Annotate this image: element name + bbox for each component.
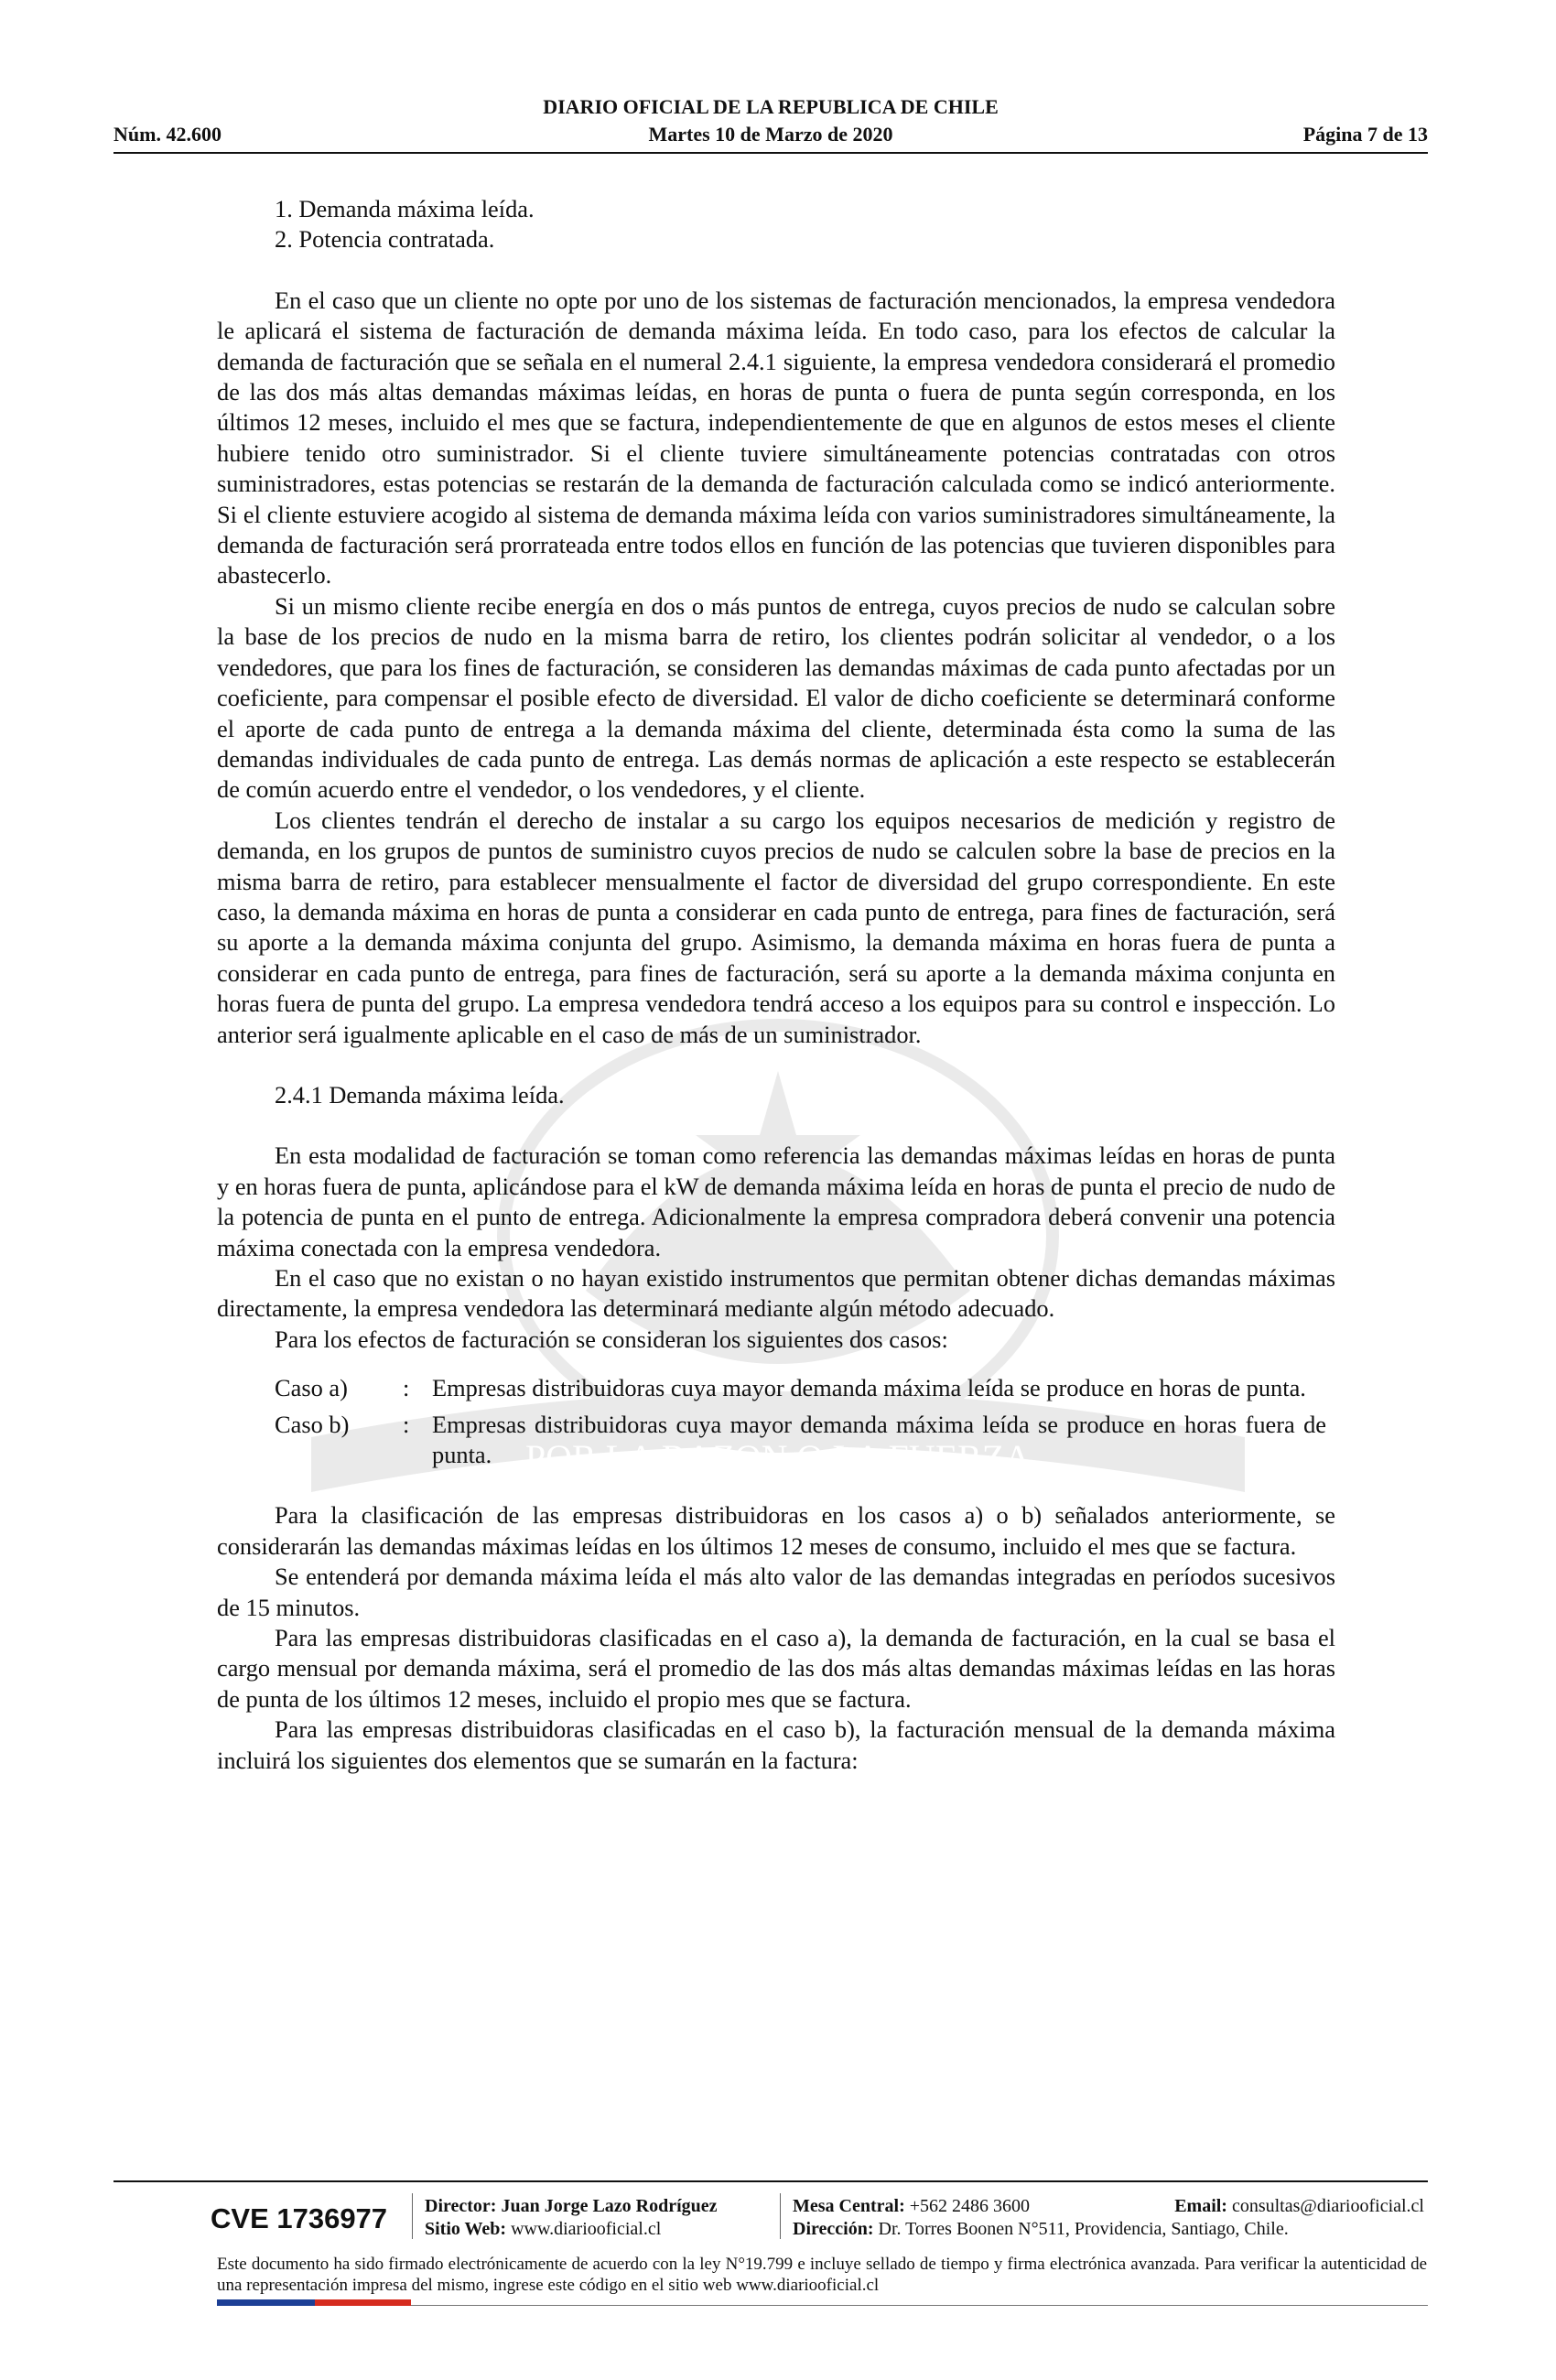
paragraph: Para las empresas distribuidoras clasificadas en el caso a), la demanda de facturación, en la cual se basa el cargo mensual por demanda máxima, será el promedio de las dos más altas demandas máximas leídas en las horas de punta de los últimos 12 meses, incluido el propio mes que se factura. <box>217 1624 1335 1713</box>
email-label: Email: <box>1174 2196 1227 2216</box>
flag-color-bar <box>217 2299 411 2306</box>
case-row <box>217 1373 1335 1403</box>
paragraph: Los clientes tendrán el derecho de instalar a su cargo los equipos necesarios de medición y registro de demanda, en los grupos de puntos de suministro cuyos precios de nudo se calculen sobre la base de precios en la misma barra de retiro, para establecer mensualmente el factor de diversidad del grupo correspondiente. En este caso, la demanda máxima en horas de punta a considerar en cada punto de entrega, para fines de facturación, será su aporte a la demanda máxima conjunta del grupo. Asimismo, la demanda máxima en horas fuera de punta a considerar en cada punto de entrega, para fines de facturación, será su aporte a la demanda máxima conjunta en horas fuera de punta del grupo. La empresa vendedora tendrá acceso a los equipos para su control e inspección. Lo anterior será igualmente aplicable en el caso de más de un suministrador. <box>217 806 1335 1048</box>
page-number: Página 7 de 13 <box>1302 123 1428 146</box>
document-body <box>217 194 1335 1776</box>
paragraph: Si un mismo cliente recibe energía en dos o más puntos de entrega, cuyos precios de nudo se calculan sobre la base de los precios de nudo en la misma barra de retiro, los clientes podrán solicitar al vendedor, o a los vendedores, que para los fines de facturación, se consideren las demandas máximas de cada punto afectadas por un coeficiente, para compensar el posible efecto de diversidad. El valor de dicho coeficiente se determinará conforme el aporte de cada punto de entrega a la demanda máxima del cliente, determinada ésta como la suma de las demandas individuales de cada punto de entrega. Las demás normas de aplicación a este respecto se establecerán de común acuerdo entre el vendedor, o los vendedores, y el cliente. <box>217 591 1335 804</box>
address-label: Dirección: <box>793 2219 874 2239</box>
issue-number: Núm. 42.600 <box>113 123 222 146</box>
section-heading: 2.4.1 Demanda máxima leída. <box>275 1080 565 1109</box>
phone-label: Mesa Central: <box>793 2196 905 2216</box>
paragraph: Para las empresas distribuidoras clasificadas en el caso b), la facturación mensual de la demanda máxima incluirá los siguientes dos elementos que se sumarán en la factura: <box>217 1715 1335 1774</box>
paragraph: En el caso que un cliente no opte por uno de los sistemas de facturación mencionados, la empresa vendedora le aplicará el sistema de facturación de demanda máxima leída. En todo caso, para los efectos de calcular la demanda de facturación que se señala en el numeral 2.4.1 siguiente, la empresa vendedora considerará el promedio de las dos más altas demandas máximas leídas, en horas de punta o fuera de punta según corresponda, en los últimos 12 meses, incluido el mes que se factura, independientemente de que en algunos de estos meses el cliente hubiere tenido otro suministrador. Si el cliente tuviere simultáneamente potencias contratadas con otros suministradores, estas potencias se restarán de la demanda de facturación calculada como se indicó anteriormente. Si el cliente estuviere acogido al sistema de demanda máxima leída con varios suministradores simultáneamente, la demanda de facturación será prorrateada entre todos ellos en función de las potencias que tuvieren disponibles para abastecerlo. <box>217 286 1335 590</box>
case-separator: : <box>403 1374 410 1402</box>
footer-director-block <box>425 2195 718 2241</box>
paragraph: En esta modalidad de facturación se toman como referencia las demandas máximas leídas en horas de punta y en horas fuera de punta, aplicándose para el kW de demanda máxima leída en horas de punta el precio de nudo de la potencia de punta en el punto de entrega. Adicionalmente la empresa compradora deberá convenir una potencia máxima conectada con la empresa vendedora. <box>217 1141 1335 1261</box>
page-header <box>113 95 1428 154</box>
address-value: Dr. Torres Boonen N°511, Providencia, Santiago, Chile. <box>878 2219 1289 2239</box>
footer-contact-block <box>793 2195 1424 2241</box>
flag-red-segment <box>315 2299 411 2306</box>
gazette-title: DIARIO OFICIAL DE LA REPUBLICA DE CHILE <box>543 95 999 118</box>
case-separator: : <box>403 1410 410 1438</box>
paragraph: Se entenderá por demanda máxima leída el más alto valor de las demandas integradas en períodos sucesivos de 15 minutos. <box>217 1563 1335 1621</box>
director-name: Juan Jorge Lazo Rodríguez <box>501 2196 718 2216</box>
email-link[interactable]: consultas@diariooficial.cl <box>1231 2196 1424 2216</box>
paragraph: Para los efectos de facturación se consideran los siguientes dos casos: <box>275 1325 948 1353</box>
case-label: Caso b) <box>275 1410 350 1438</box>
case-text: Empresas distribuidoras cuya mayor demanda máxima leída se produce en horas de punta. <box>432 1374 1306 1402</box>
site-link[interactable]: www.diariooficial.cl <box>511 2219 662 2239</box>
case-label: Caso a) <box>275 1374 348 1402</box>
cve-code: CVE 1736977 <box>211 2202 388 2234</box>
list-item: 1. Demanda máxima leída. <box>275 195 535 222</box>
paragraph: Para la clasificación de las empresas distribuidoras en los casos a) o b) señalados anteriormente, se considerarán las demandas máximas leídas en los últimos 12 meses de consumo, incluido el mes que se factura. <box>217 1501 1335 1560</box>
list-item: 2. Potencia contratada. <box>275 225 495 254</box>
signature-note: Este documento ha sido firmado electrónicamente de acuerdo con la ley N°19.799 e incluye sellado de tiempo y firma electrónica avanzada. Para verificar la autenticidad de una representación impresa del mismo, ingrese este código en el sitio web www.diariooficial.cl <box>217 2255 1427 2295</box>
issue-date: Martes 10 de Marzo de 2020 <box>648 123 893 146</box>
director-label: Director: <box>425 2196 497 2216</box>
phone-value: +562 2486 3600 <box>909 2196 1031 2216</box>
flag-blue-segment <box>217 2299 315 2306</box>
watermark-motto: POR LA RAZON O LA FUERZA <box>524 1437 1032 1478</box>
case-text: Empresas distribuidoras cuya mayor demanda máxima leída se produce en horas fuera de punta. <box>432 1410 1326 1469</box>
case-row <box>217 1410 1335 1471</box>
site-label: Sitio Web: <box>425 2219 507 2239</box>
page-footer <box>113 2180 1428 2295</box>
paragraph: En el caso que no existan o no hayan existido instrumentos que permitan obtener dichas demandas máximas directamente, la empresa vendedora las determinará mediante algún método adecuado. <box>217 1264 1335 1323</box>
